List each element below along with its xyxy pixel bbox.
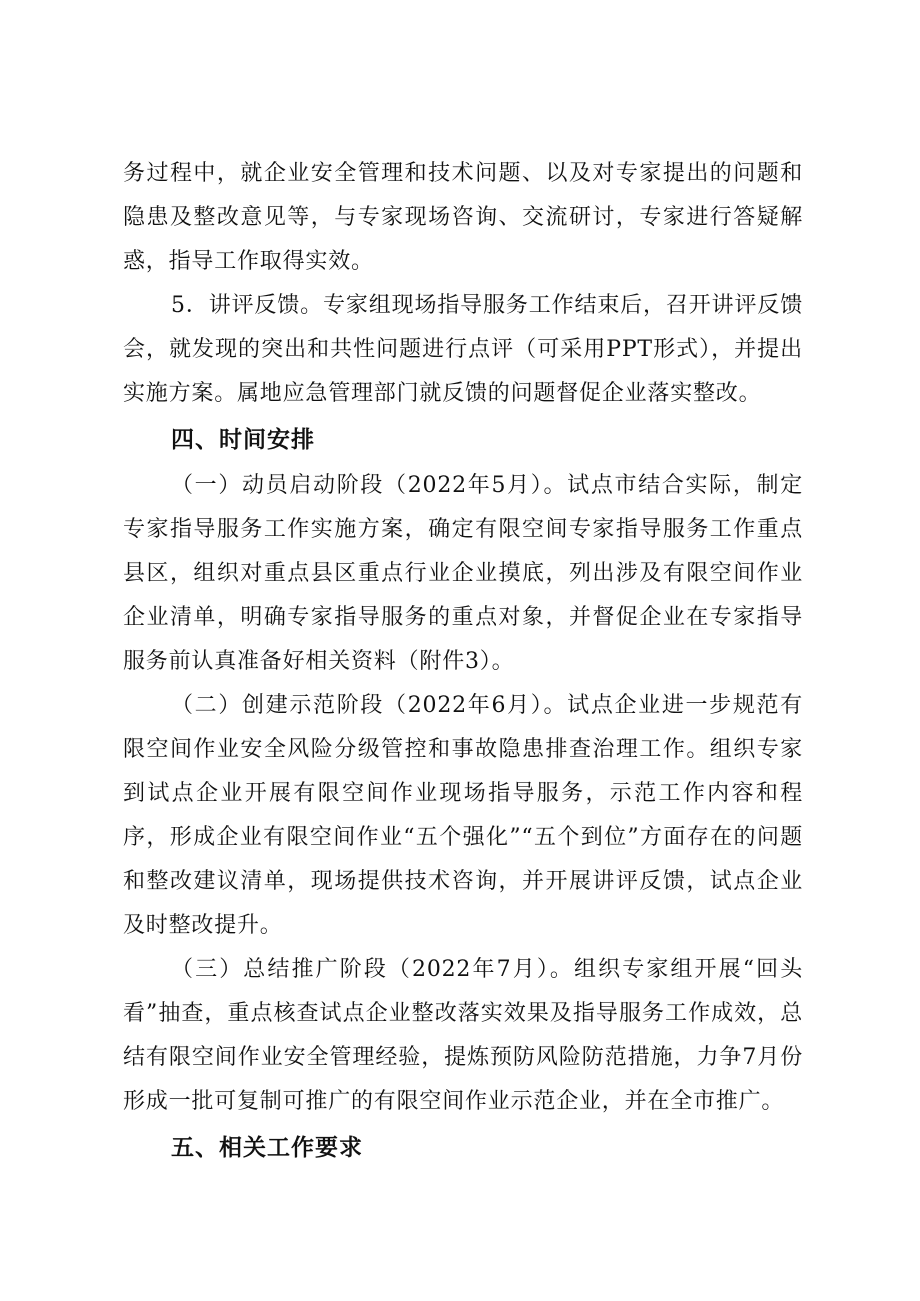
paragraph-continuation: 务过程中，就企业安全管理和技术问题、以及对专家提出的问题和隐患及整改意见等，与专家现场咨询、交流研讨，专家进行答疑解惑，指导工作取得实效。 [123, 161, 803, 274]
section-heading-schedule: 四、时间安排 [171, 427, 315, 453]
paragraph-phase-1: （一）动员启动阶段（2022年5月）。试点市结合实际，制定专家指导服务工作实施方案，确定有限空间专家指导服务工作重点县区，组织对重点县区重点行业企业摸底，列出涉及有限空间作业企业清单，明确专家指导服务的重点对象，并督促企业在专家指导服务前认真准备好相关资料（附件3）。 [123, 473, 803, 674]
document-body [123, 152, 803, 1172]
section-heading-requirements: 五、相关工作要求 [171, 1135, 363, 1161]
paragraph-phase-3: （三）总结推广阶段（2022年7月）。组织专家组开展“回头看”抽查，重点核查试点企业整改落实效果及指导服务工作成效，总结有限空间作业安全管理经验，提炼预防风险防范措施，力争7月份形成一批可复制可推广的有限空间作业示范企业，并在全市推广。 [123, 957, 803, 1114]
paragraph-feedback: 5．讲评反馈。专家组现场指导服务工作结束后，召开讲评反馈会，就发现的突出和共性问题进行点评（可采用PPT形式），并提出实施方案。属地应急管理部门就反馈的问题督促企业落实整改。 [123, 293, 803, 406]
paragraph-phase-2: （二）创建示范阶段（2022年6月）。试点企业进一步规范有限空间作业安全风险分级管控和事故隐患排查治理工作。组织专家到试点企业开展有限空间作业现场指导服务，示范工作内容和程序，形成企业有限空间作业“五个强化”“五个到位”方面存在的问题和整改建议清单，现场提供技术咨询，并开展讲评反馈，试点企业及时整改提升。 [123, 693, 803, 938]
